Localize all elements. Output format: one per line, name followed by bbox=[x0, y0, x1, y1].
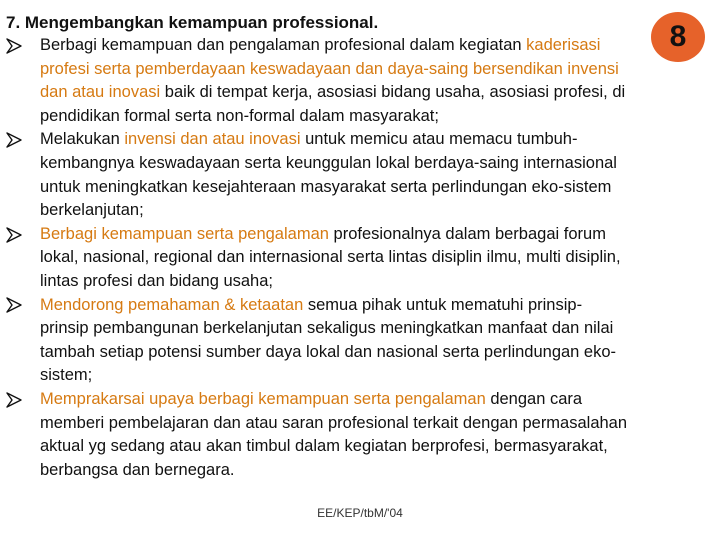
arrowhead-icon bbox=[6, 34, 34, 58]
body-text: memberi pembelajaran dan atau saran profesional terkait dengan permasalahan bbox=[40, 413, 628, 432]
body-text: aktual yg sedang atau akan timbul dalam kegiatan berprofesi, bermasyarakat, bbox=[40, 437, 608, 456]
body-text: untuk memicu atau memacu tumbuh- bbox=[300, 130, 578, 149]
bullet-line bbox=[40, 435, 706, 459]
footer-code: EE/KEP/tbM/'04 bbox=[317, 506, 403, 520]
highlighted-text: Memprakarsai upaya berbagi kemampuan serta pengalaman bbox=[40, 389, 486, 408]
bullet-item bbox=[6, 388, 706, 482]
arrowhead-icon bbox=[6, 128, 34, 152]
page-number-badge: 8 bbox=[651, 12, 705, 62]
body-text: profesionalnya dalam berbagai forum bbox=[328, 224, 606, 243]
bullet-line bbox=[40, 246, 706, 270]
bullet-line bbox=[40, 176, 706, 200]
highlighted-text: Berbagi kemampuan serta pengalaman bbox=[40, 224, 329, 243]
bullet-line bbox=[40, 223, 706, 247]
body-text: untuk meningkatkan kesejahteraan masyarakat serta perlindungan eko-sistem bbox=[40, 177, 612, 196]
bullet-line bbox=[40, 152, 706, 176]
body-text: berbangsa dan bernegara. bbox=[40, 460, 235, 479]
body-text: tambah setiap potensi sumber daya lokal dan nasional serta perlindungan eko- bbox=[40, 342, 617, 361]
bullet-line bbox=[40, 388, 706, 412]
highlighted-text: Mendorong pemahaman & ketaatan bbox=[40, 295, 304, 314]
body-text: prinsip pembangunan berkelanjutan sekaligus meningkatkan manfaat dan nilai bbox=[40, 319, 614, 338]
bullet-line bbox=[40, 128, 706, 152]
bullet-line bbox=[40, 317, 706, 341]
highlighted-text: dan atau inovasi bbox=[40, 83, 161, 102]
body-text: Berbagi kemampuan dan pengalaman profesional dalam kegiatan bbox=[40, 36, 527, 54]
body-text: berkelanjutan; bbox=[40, 201, 144, 220]
bullet-line bbox=[40, 199, 706, 223]
bullet-line bbox=[40, 459, 706, 483]
body-text: kembangnya keswadayaan serta keunggulan lokal berdaya-saing internasional bbox=[40, 153, 617, 172]
body-text: pendidikan formal serta non-formal dalam masyarakat; bbox=[40, 106, 439, 125]
bullet-line bbox=[40, 341, 706, 365]
body-text: baik di tempat kerja, asosiasi bidang usaha, asosiasi profesi, di bbox=[160, 83, 626, 102]
body-text: lintas profesi dan bidang usaha; bbox=[40, 271, 273, 290]
bullet-line bbox=[40, 270, 706, 294]
bullet-line bbox=[40, 34, 706, 58]
highlighted-text: invensi dan atau inovasi bbox=[124, 130, 301, 149]
bullet-list bbox=[6, 34, 706, 482]
arrowhead-icon bbox=[6, 223, 34, 247]
section-heading: 7. Mengembangkan kemampuan professional. bbox=[6, 13, 379, 32]
bullet-line bbox=[40, 81, 706, 105]
bullet-item bbox=[6, 223, 706, 294]
arrowhead-icon bbox=[6, 294, 34, 318]
highlighted-text: kaderisasi bbox=[526, 36, 601, 54]
bullet-line bbox=[40, 105, 706, 129]
bullet-line bbox=[40, 58, 706, 82]
bullet-line bbox=[40, 412, 706, 436]
arrowhead-icon bbox=[6, 388, 34, 412]
body-text: sistem; bbox=[40, 366, 93, 385]
body-text: lokal, nasional, regional dan internasional serta lintas disiplin ilmu, multi disiplin, bbox=[40, 248, 621, 267]
body-text: dengan cara bbox=[485, 389, 583, 408]
body-text: Melakukan bbox=[40, 130, 125, 149]
bullet-item bbox=[6, 294, 706, 388]
highlighted-text: profesi serta pemberdayaan keswadayaan dan daya-saing bersendikan invensi bbox=[40, 59, 619, 78]
bullet-line bbox=[40, 364, 706, 388]
bullet-item bbox=[6, 34, 706, 128]
bullet-line bbox=[40, 294, 706, 318]
body-text: semua pihak untuk mematuhi prinsip- bbox=[303, 295, 583, 314]
bullet-item bbox=[6, 128, 706, 222]
